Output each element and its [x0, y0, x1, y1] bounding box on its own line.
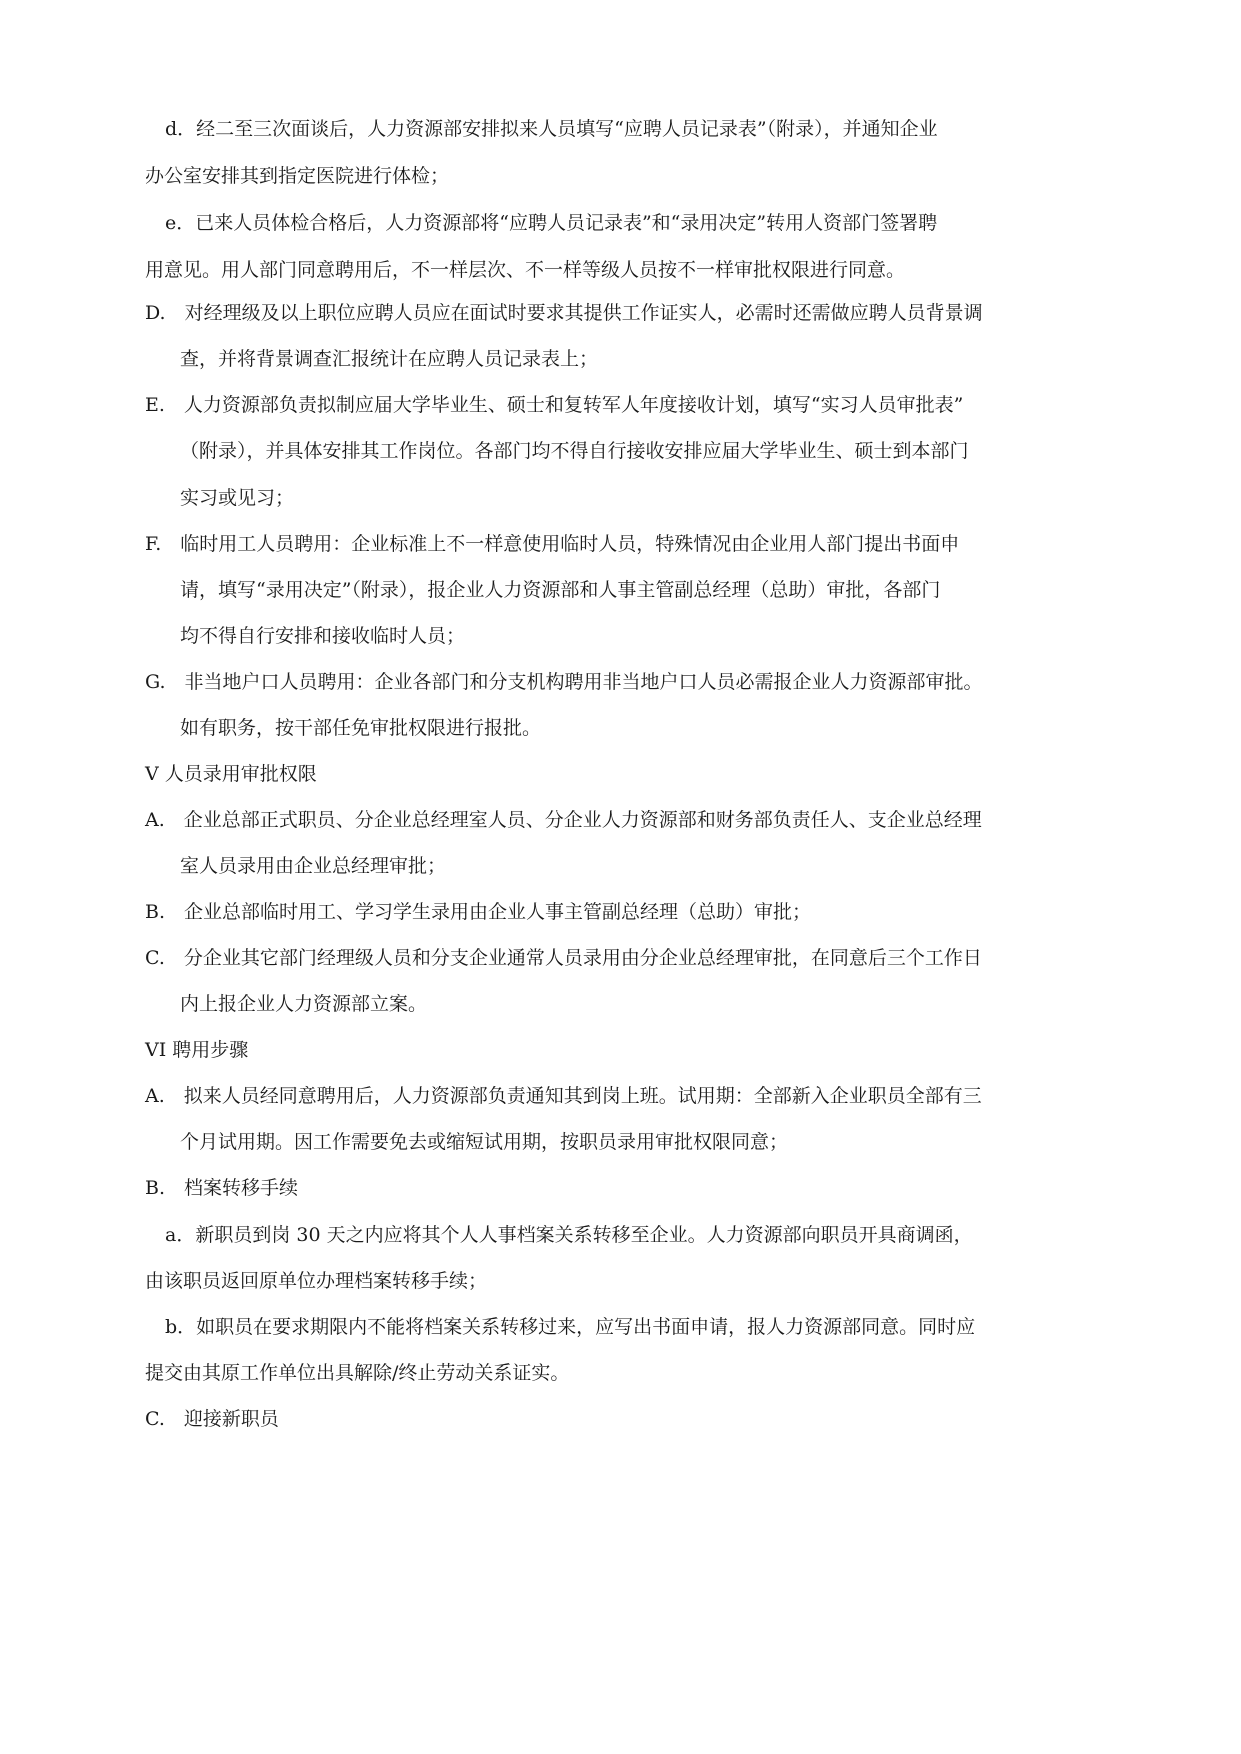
- para-line: 查，并将背景调查汇报统计在应聘人员记录表上；: [180, 348, 599, 370]
- para-line: 如有职务，按干部任免审批权限进行报批。: [180, 717, 542, 739]
- para-line: 室人员录用由企业总经理审批；: [180, 855, 447, 877]
- list-item-D: D. 对经理级及以上职位应聘人员应在面试时要求其提供工作证实人，必需时还需做应聘人员背景调: [145, 302, 983, 324]
- list-item-E: E. 人力资源部负责拟制应届大学毕业生、硕士和复转军人年度接收计划，填写“实习人员审批表”: [145, 394, 964, 416]
- para-line: 提交由其原工作单位出具解除/终止劳动关系证实。: [145, 1362, 570, 1384]
- para-line: e．已来人员体检合格后，人力资源部将“应聘人员记录表”和“录用决定”转用人资部门签署聘: [165, 212, 938, 234]
- list-item-G: G. 非当地户口人员聘用：企业各部门和分支机构聘用非当地户口人员必需报企业人力资源部审批。: [145, 671, 983, 693]
- para-line: 用意见。用人部门同意聘用后，不一样层次、不一样等级人员按不一样审批权限进行同意。: [145, 259, 906, 281]
- section-heading: VI 聘用步骤: [145, 1039, 249, 1061]
- list-item-F: F. 临时用工人员聘用：企业标准上不一样意使用临时人员，特殊情况由企业用人部门提出书面申: [145, 533, 960, 555]
- section-heading: V 人员录用审批权限: [145, 763, 317, 785]
- list-item-B: B. 档案转移手续: [145, 1177, 299, 1199]
- list-item-A: A. 拟来人员经同意聘用后，人力资源部负责通知其到岗上班。试用期：全部新入企业职员全部有三: [145, 1085, 982, 1107]
- para-line: 请，填写“录用决定”（附录），报企业人力资源部和人事主管副总经理（总助）审批，各部门: [180, 579, 941, 601]
- para-line: 均不得自行安排和接收临时人员；: [180, 625, 466, 647]
- list-item-C: C. 迎接新职员: [145, 1408, 279, 1430]
- para-line: b．如职员在要求期限内不能将档案关系转移过来，应写出书面申请，报人力资源部同意。同时应: [165, 1316, 976, 1338]
- para-line: d．经二至三次面谈后，人力资源部安排拟来人员填写“应聘人员记录表”（附录），并通知企业: [165, 118, 938, 140]
- para-line: 内上报企业人力资源部立案。: [180, 993, 428, 1015]
- para-line: （附录），并具体安排其工作岗位。各部门均不得自行接收安排应届大学毕业生、硕士到本部门: [180, 440, 969, 462]
- para-line: 由该职员返回原单位办理档案转移手续；: [145, 1270, 488, 1292]
- para-line: 实习或见习；: [180, 487, 295, 509]
- list-item-A: A. 企业总部正式职员、分企业总经理室人员、分企业人力资源部和财务部负责任人、支企业总经理: [145, 809, 982, 831]
- list-item-B: B. 企业总部临时用工、学习学生录用由企业人事主管副总经理（总助）审批；: [145, 901, 812, 923]
- para-line: a．新职员到岗 30 天之内应将其个人人事档案关系转移至企业。人力资源部向职员开具商调函，: [165, 1224, 973, 1246]
- list-item-C: C. 分企业其它部门经理级人员和分支企业通常人员录用由分企业总经理审批，在同意后三个工作日: [145, 947, 982, 969]
- para-line: 个月试用期。因工作需要免去或缩短试用期，按职员录用审批权限同意；: [180, 1131, 789, 1153]
- para-line: 办公室安排其到指定医院进行体检；: [145, 165, 450, 187]
